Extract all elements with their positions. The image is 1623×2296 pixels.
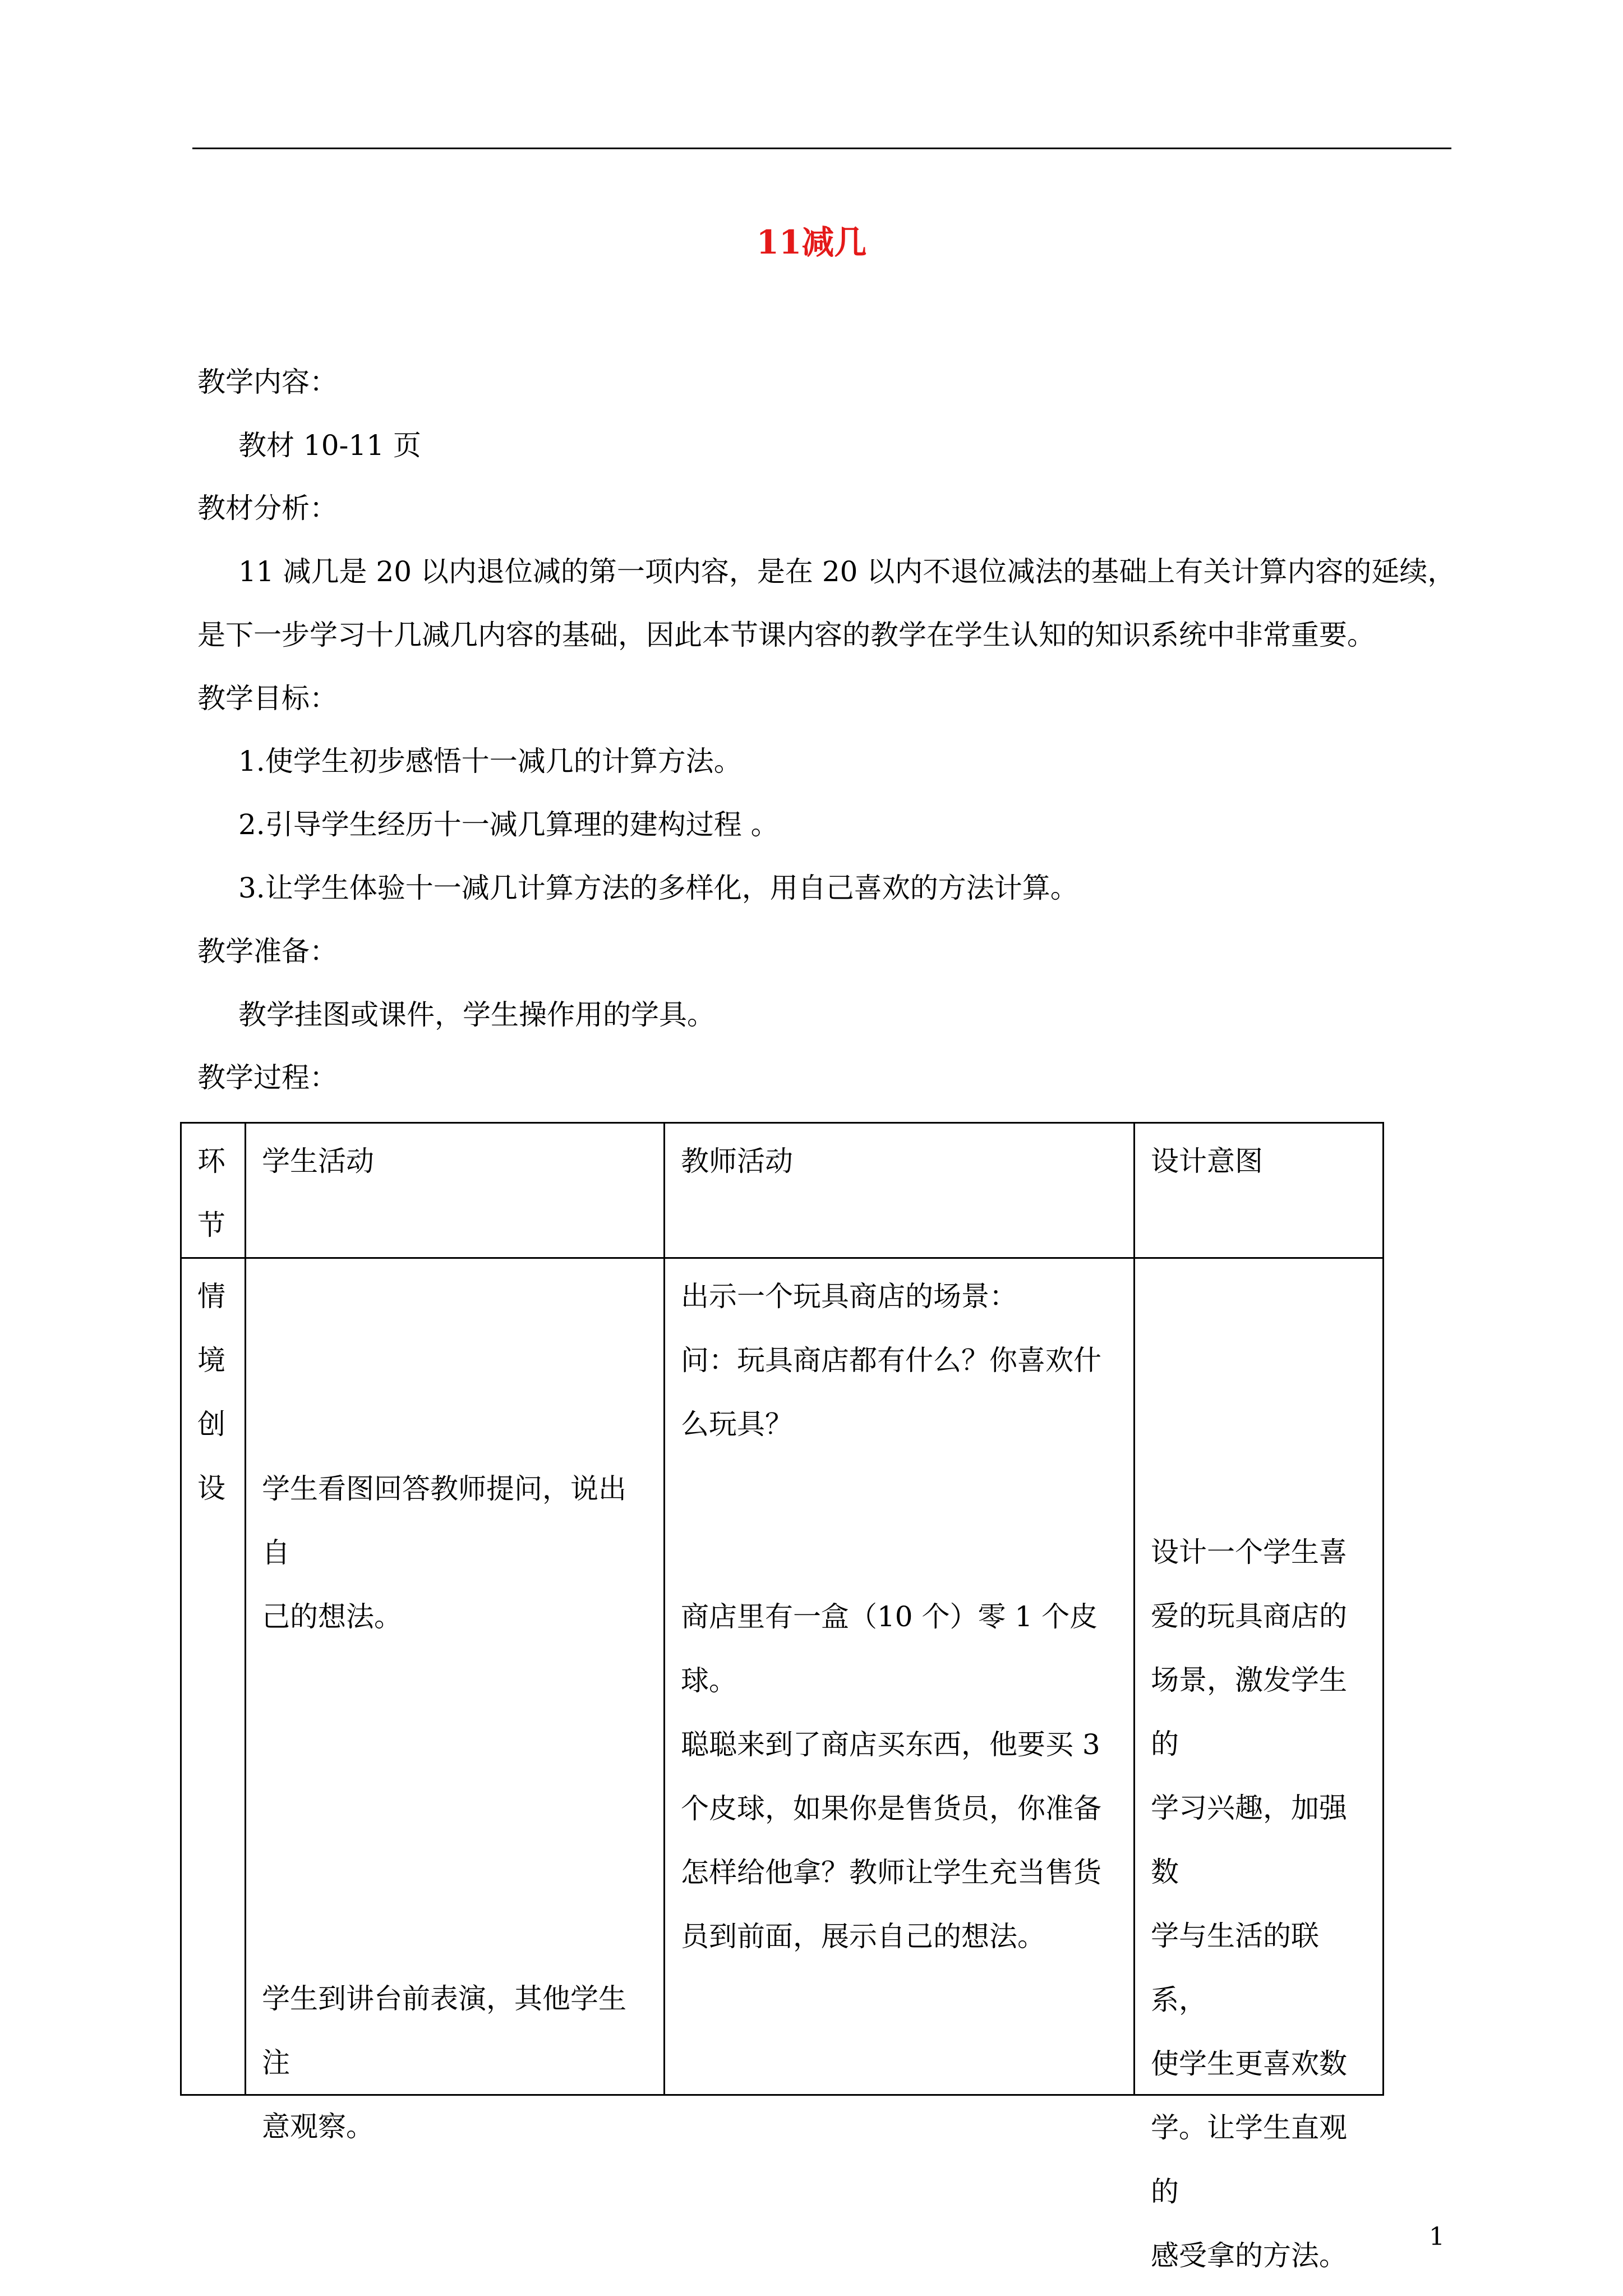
student-activity-perform: 学生到讲台前表演，其他学生注 意观察。 xyxy=(262,1982,626,2143)
stage-char: 境 xyxy=(197,1344,225,1377)
teacher-activity-scene: 出示一个玩具商店的场景： 问：玩具商店都有什么？你喜欢什 么玩具？ xyxy=(681,1280,1101,1441)
goal-item: 3.让学生体验十一减几计算方法的多样化，用自己喜欢的方法计算。 xyxy=(238,872,1078,904)
student-activity-answer: 学生看图回答教师提问，说出自 己的想法。 xyxy=(262,1473,626,1633)
stage-char: 情 xyxy=(197,1280,225,1313)
header-design xyxy=(1135,1123,1384,1258)
teaching-content-text: 教材 10-11 页 xyxy=(238,429,421,462)
table-row xyxy=(181,1258,1384,2095)
analysis-line: 是下一步学习十几减几内容的基础，因此本节课内容的教学在学生认知的知识系统中非常重要。 xyxy=(197,619,1375,651)
header-student xyxy=(246,1123,665,1258)
design-intent-text: 设计一个学生喜 爱的玩具商店的 场景，激发学生的 学习兴趣，加强数 学与生活的联系， 使学生更喜欢数 学。让学生直观的 感受拿的方法。 xyxy=(1151,1536,1347,2272)
header-stage xyxy=(181,1123,246,1258)
stage-cell xyxy=(181,1258,246,2095)
header-teacher-label: 教师活动 xyxy=(681,1145,793,1177)
header-design-label: 设计意图 xyxy=(1151,1145,1263,1177)
teaching-prep-text: 教学挂图或课件，学生操作用的学具。 xyxy=(238,999,715,1031)
teaching-goals-heading: 教学目标： xyxy=(197,682,338,715)
stage-label xyxy=(182,1259,245,1520)
header-rule xyxy=(192,148,1451,149)
table-header-row xyxy=(181,1123,1384,1258)
teaching-process-table xyxy=(180,1122,1384,2272)
teaching-process-heading: 教学过程： xyxy=(197,1061,338,1094)
teacher-activity-cell xyxy=(665,1258,1135,2095)
analysis-line: 11 减几是 20 以内退位减的第一项内容，是在 20 以内不退位减法的基础上有关计算内容的延续， xyxy=(238,555,1456,588)
stage-char: 设 xyxy=(197,1472,225,1504)
header-student-label: 学生活动 xyxy=(262,1145,374,1177)
teaching-content-heading: 教学内容： xyxy=(197,366,338,398)
goal-item: 1.使学生初步感悟十一减几的计算方法。 xyxy=(238,745,742,777)
student-activity-cell xyxy=(246,1258,665,2143)
document-title: 11减几 xyxy=(756,223,867,261)
material-analysis-paragraph xyxy=(197,552,1454,655)
design-intent-cell xyxy=(1135,1258,1384,2272)
header-teacher xyxy=(665,1123,1135,1258)
stage-char: 创 xyxy=(197,1408,225,1441)
header-stage-label: 环 节 xyxy=(197,1145,225,1241)
teaching-prep-heading: 教学准备： xyxy=(197,935,338,968)
goal-item: 2.引导学生经历十一减几算理的建构过程 。 xyxy=(238,808,779,841)
teacher-activity-task: 商店里有一盒（10 个）零 1 个皮球。 聪聪来到了商店买东西，他要买 3 个皮球，如果你是售货员，你准备 怎样给他拿？教师让学生充当售货 员到前面，展示自己的想法。 xyxy=(681,1600,1101,1953)
material-analysis-heading: 教材分析： xyxy=(197,492,338,524)
page-number: 1 xyxy=(1429,2223,1445,2251)
